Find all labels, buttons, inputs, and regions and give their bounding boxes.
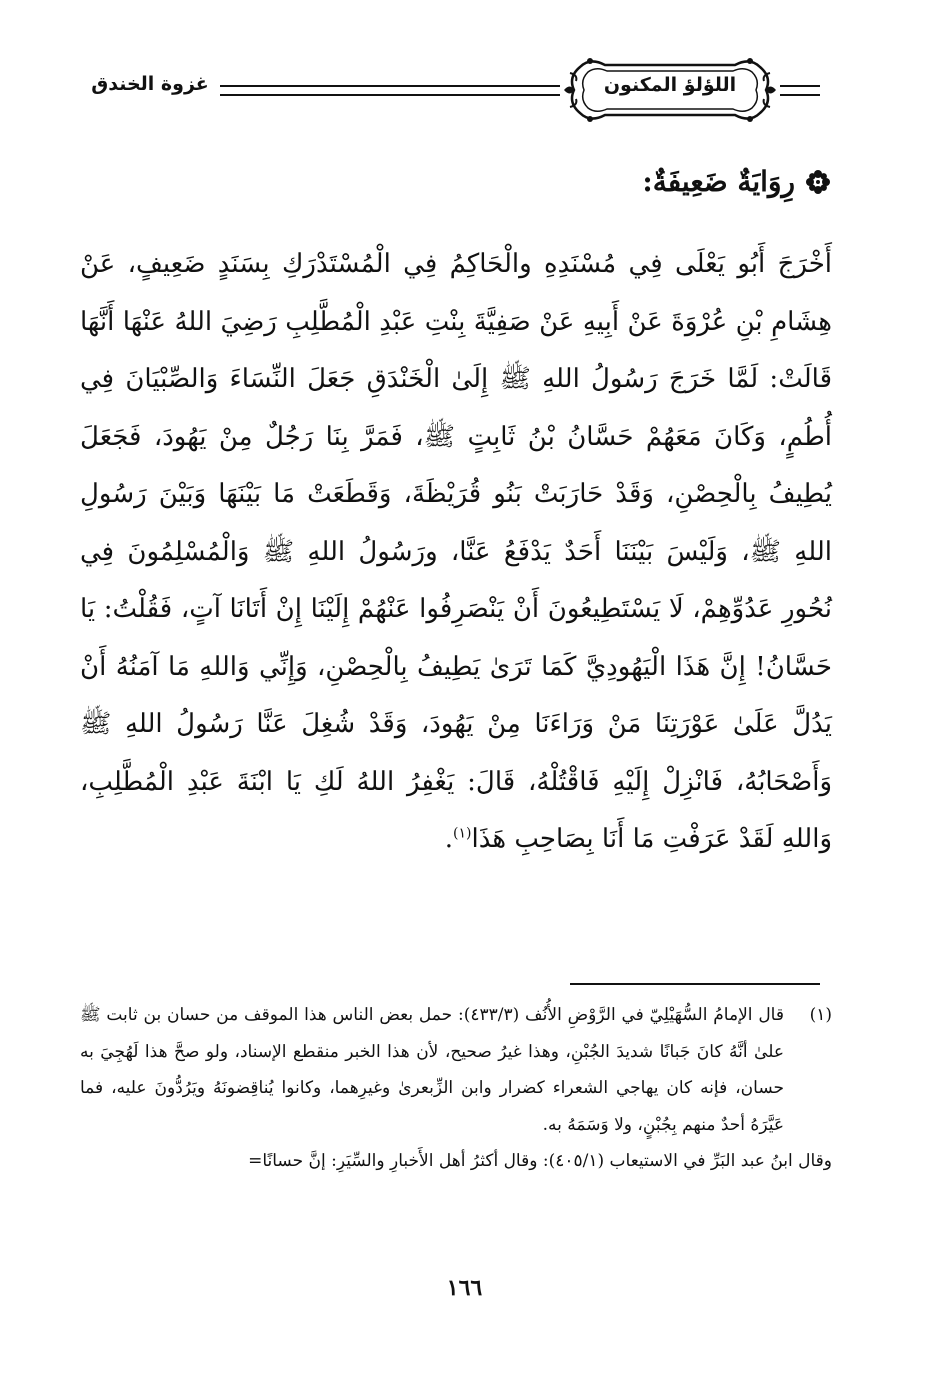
footnotes — [80, 997, 832, 1180]
footnote-reference[interactable]: (١) — [453, 825, 472, 842]
page-header — [80, 55, 850, 125]
footnote-item — [80, 997, 832, 1143]
section-heading-text: رِوَايَةٌ ضَعِيفَةٌ: — [642, 165, 795, 198]
page-number: ١٦٦ — [446, 1275, 483, 1301]
footnote-number: (١) — [809, 1005, 832, 1025]
flower-ornament-icon — [805, 169, 831, 195]
footnote-text: قال الإمامُ السُّهَيْلِيّ في الرَّوْضِ الأُنُف (٤٣٣/٣): حمل بعض الناس هذا الموقف من حسان بن ثابت ﷺ علىٰ أنَّهُ كانَ جَبانًا شديدَ الجُبْنِ، وهذا غيرُ صحيح، لأن هذا الخبر منقطع الإسناد، ولو صحَّ هذا لَهُجِيَ به حسان، فإنه كان يهاجي الشعراء كضرار وابن الزِّبعرىٰ وغيرِهما، وكانوا يُناقِضونَهُ ويَرُدُّونَ عليه، فما عَيَّرَهُ أحدٌ منهم بِجُبْنٍ، ولا وَسَمَهُ به. — [80, 1005, 784, 1135]
header-rule-left — [220, 85, 560, 96]
book-title-frame — [560, 55, 780, 125]
running-title: غزوة الخندق — [91, 73, 209, 95]
footnote-separator — [570, 983, 820, 985]
footnote-continuation: وقال ابنُ عبد البَرِّ في الاستيعاب (٤٠٥/١): وقال أكثرُ أهل الأَخبارِ والسِّيَرِ: إنَّ حسانًا= — [248, 1151, 832, 1171]
book-title: اللؤلؤ المكنون — [603, 74, 737, 96]
paragraph-end-mark: . — [444, 824, 454, 854]
section-heading — [642, 165, 831, 198]
body-paragraph-text: أَخْرَجَ أَبُو يَعْلَى فِي مُسْنَدِهِ والْحَاكِمُ فِي الْمُسْتَدْرَكِ بِسَنَدٍ ضَعِيفٍ، عَنْ هِشَامِ بْنِ عُرْوَةَ عَنْ أَبِيهِ عَنْ صَفِيَّةَ بِنْتِ عَبْدِ الْمُطَّلِبِ رَضِيَ اللهُ عَنْهَا أَنَّهَا قَالَتْ: لَمَّا خَرَجَ رَسُولُ اللهِ ﷺ إِلَىٰ الْخَنْدَقِ جَعَلَ النِّسَاءَ وَالصِّبْيَانَ فِي أُطُمٍ، وَكَانَ مَعَهُمْ حَسَّانُ بْنُ ثَابِتٍ ﷺ، فَمَرَّ بِنَا رَجُلٌ مِنْ يَهُودَ، فَجَعَلَ يُطِيفُ بِالْحِصْنِ، وَقَدْ حَارَبَتْ بَنُو قُرَيْظَةَ، وَقَطَعَتْ مَا بَيْنَهَا وَبَيْنَ رَسُولِ اللهِ ﷺ، وَلَيْسَ بَيْنَنَا أَحَدٌ يَدْفَعُ عَنَّا، ورَسُولُ اللهِ ﷺ وَالْمُسْلِمُونَ فِي نُحُورِ عَدُوِّهِمْ، لَا يَسْتَطِيعُونَ أَنْ يَنْصَرِفُوا عَنْهُمْ إِلَيْنَا إِنْ أَتَانَا آتٍ، فَقُلْتُ: يَا حَسَّانُ! إِنَّ هَذَا الْيَهُودِيَّ كَمَا تَرَىٰ يَطِيفُ بِالْحِصْنِ، وَإِنِّي وَاللهِ مَا آمَنُهُ أَنْ يَدُلَّ عَلَىٰ عَوْرَتِنَا مَنْ وَرَاءَنَا مِنْ يَهُودَ، وَقَدْ شُغِلَ عَنَّا رَسُولُ اللهِ ﷺ وَأَصْحَابُهُ، فَانْزِلْ إِلَيْهِ فَاقْتُلْهُ، قَالَ: يَغْفِرُ اللهُ لَكِ يَا ابْنَةَ عَبْدِ الْمُطَّلِبِ، وَاللهِ لَقَدْ عَرَفْتِ مَا أَنَا بِصَاحِبِ هَذَا — [80, 249, 832, 854]
body-paragraph — [80, 236, 832, 869]
header-rule-right — [780, 85, 820, 96]
